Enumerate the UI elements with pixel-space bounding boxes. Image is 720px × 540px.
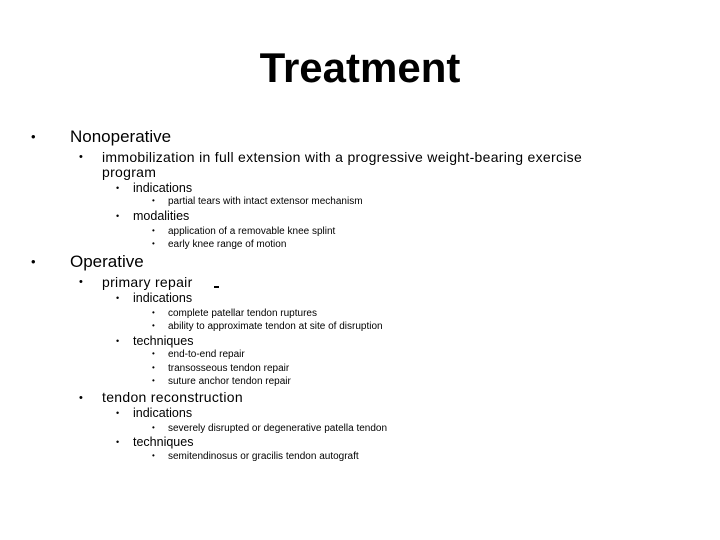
group-indications: indications	[133, 181, 193, 195]
slide-title: Treatment	[259, 44, 461, 91]
point: ability to approximate tendon at site of disruption	[168, 321, 383, 332]
group-indications: indications	[133, 291, 193, 305]
point: application of a removable knee splint	[168, 226, 336, 237]
point: early knee range of motion	[168, 239, 287, 250]
bullet: •	[79, 276, 83, 288]
bullet: •	[31, 129, 36, 144]
bullet: •	[116, 408, 120, 418]
bullet: •	[152, 349, 155, 358]
point: complete patellar tendon ruptures	[168, 308, 317, 319]
section-heading-operative: Operative	[70, 252, 144, 271]
item-primary-repair: primary repair	[102, 274, 193, 290]
point: semitendinosus or gracilis tendon autograft	[168, 451, 359, 462]
bullet: •	[31, 254, 36, 269]
bullet: •	[116, 211, 120, 221]
point: severely disrupted or degenerative patella tendon	[168, 423, 388, 434]
point: suture anchor tendon repair	[168, 376, 291, 387]
bullet: •	[116, 437, 120, 447]
bullet: •	[79, 392, 83, 404]
group-modalities: modalities	[133, 209, 190, 223]
item-tendon-reconstruction: tendon reconstruction	[102, 389, 243, 405]
bullet: •	[152, 321, 155, 330]
bullet: •	[116, 183, 120, 193]
bullet: •	[152, 376, 155, 385]
bullet: •	[79, 151, 83, 163]
bullet: •	[152, 226, 155, 235]
bullet: •	[152, 363, 155, 372]
section-heading-nonoperative: Nonoperative	[70, 127, 172, 146]
bullet: •	[116, 336, 120, 346]
group-indications: indications	[133, 406, 193, 420]
item-immobilization-line1: immobilization in full extension with a progressive weight-bearing exercise	[102, 149, 583, 165]
bullet: •	[152, 308, 155, 317]
group-techniques: techniques	[133, 334, 194, 348]
point: partial tears with intact extensor mechanism	[168, 196, 363, 207]
bullet: •	[116, 293, 120, 303]
item-immobilization-line2: program	[102, 164, 157, 180]
dash-mark	[214, 286, 219, 288]
bullet: •	[152, 196, 155, 205]
group-techniques: techniques	[133, 435, 194, 449]
point: transosseous tendon repair	[168, 363, 290, 374]
bullet: •	[152, 451, 155, 460]
point: end-to-end repair	[168, 349, 245, 360]
bullet: •	[152, 239, 155, 248]
bullet: •	[152, 423, 155, 432]
